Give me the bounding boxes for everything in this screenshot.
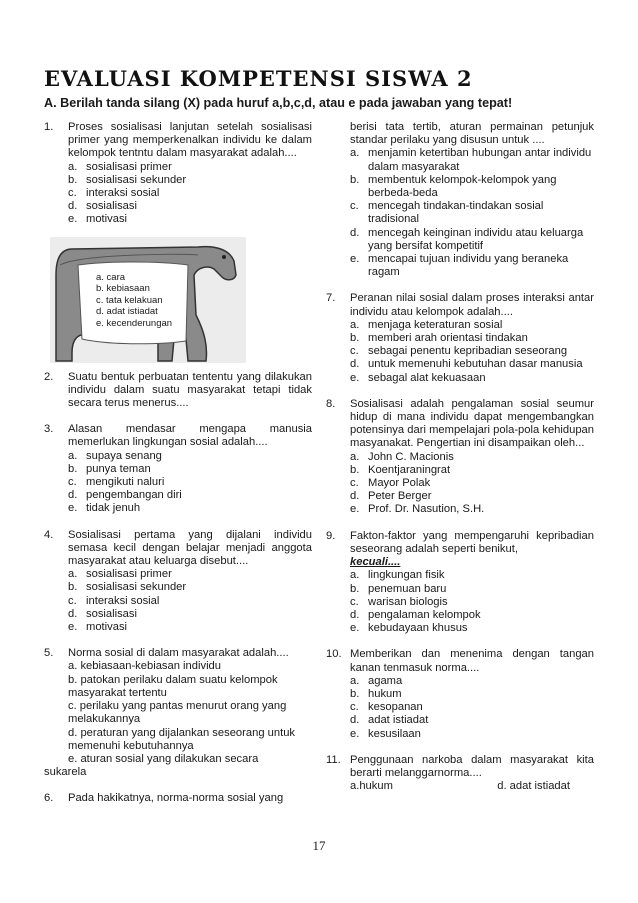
option-letter: c. [350, 200, 359, 213]
figure-label: c. tata kelakuan [96, 294, 163, 306]
option-letter: b. [68, 173, 78, 186]
option-letter: b. [68, 462, 78, 475]
option-letter: d. [68, 489, 78, 502]
question-5 [44, 647, 312, 766]
option-a[interactable] [68, 161, 312, 174]
kecuali-emphasis: kecuali.... [350, 556, 401, 569]
option-b[interactable] [68, 463, 312, 476]
option-text: sosialisasi sekunder [86, 581, 187, 594]
option-letter: c. [350, 701, 359, 714]
option-text: sosialisasi sekunder [86, 173, 187, 186]
option-d[interactable] [350, 358, 594, 371]
option-c[interactable] [350, 477, 594, 490]
question-9 [326, 530, 594, 636]
option-text: memberi arah orientasi tindakan [368, 332, 528, 345]
option-text: kesopanan [368, 701, 423, 714]
option-letter: e. [68, 621, 78, 634]
option-letter: b. [350, 173, 360, 186]
question-2 [44, 371, 312, 411]
option-text: mencegah keinginan individu atau keluarga yang bersifat kompetitif [368, 226, 584, 252]
option-b[interactable] [68, 581, 312, 594]
option-text: menjaga keteraturan sosial [368, 318, 503, 331]
option-a[interactable] [68, 450, 312, 463]
option-text: sosialisasi primer [86, 568, 172, 581]
option-c[interactable] [350, 701, 594, 714]
option-letter: b. [350, 582, 360, 595]
option-b[interactable] [350, 688, 594, 701]
instruction: A. Berilah tanda silang (X) pada huruf a,b,c,d, atau e pada jawaban yang tepat! [44, 96, 513, 110]
option-c[interactable] [68, 187, 312, 200]
option-letter: a. [350, 450, 360, 463]
option-d[interactable]: d. peraturan yang dijalankan seseorang untuk memenuhi kebutuhannya [68, 726, 296, 752]
question-8 [326, 398, 594, 517]
option-letter: d. [350, 608, 360, 621]
question-text: Alasan mendasar mengapa manusia memerlukan lingkungan sosial adalah.... [68, 423, 312, 449]
question-text: Sosialisasi pertama yang dijalani individu semasa kecil dengan belajar menjadi anggota masyarakat atau keluarga disebut.... [68, 528, 312, 568]
left-column [44, 121, 312, 806]
option-letter: e. [350, 503, 360, 516]
option-letter: b. [68, 581, 78, 594]
option-e[interactable] [350, 503, 594, 516]
option-e[interactable] [350, 622, 594, 635]
option-c[interactable] [350, 596, 594, 609]
option-letter: a. [68, 568, 78, 581]
option-text: interaksi sosial [86, 187, 160, 200]
option-a[interactable] [350, 451, 594, 464]
option-letter: d. [350, 226, 360, 239]
option-letter: c. [350, 595, 359, 608]
question-text: Proses sosialisasi lanjutan setelah sosialisasi primer yang memperkenalkan individu ke dalam kelompok tentntu dalam masyarakat adalah.... [68, 121, 312, 160]
option-letter: d. [350, 358, 360, 371]
option-c[interactable] [68, 476, 312, 489]
option-text: penemuan baru [368, 582, 447, 595]
option-letter: e. [68, 502, 78, 515]
option-text: supaya senang [86, 449, 162, 462]
option-text: motivasi [86, 213, 128, 226]
option-text: sebagal alat kekuasaan [368, 371, 486, 384]
option-d[interactable]: d. adat istiadat [497, 780, 570, 793]
option-text: sebagai penentu kepribadian seseorang [368, 345, 568, 358]
option-letter: d. [68, 607, 78, 620]
option-c[interactable] [350, 200, 594, 226]
option-a[interactable] [350, 147, 594, 173]
question-11 [326, 754, 594, 794]
question-7 [326, 292, 594, 384]
option-text: Koentjaraningrat [368, 463, 451, 476]
option-row [350, 780, 594, 793]
option-letter: a. [350, 674, 360, 687]
question-4 [44, 529, 312, 635]
option-text: untuk memenuhi kebutuhan dasar manusia [368, 358, 583, 371]
option-d[interactable] [350, 714, 594, 727]
figure-label: b. kebiasaan [96, 283, 150, 295]
option-text: mencegah tindakan-tindakan sosial tradisional [368, 200, 544, 226]
question-text: Penggunaan narkoba dalam masyarakat kita berarti melanggarnorma.... [350, 753, 594, 779]
question-number: 2. [44, 370, 54, 383]
option-text: punya teman [86, 462, 151, 475]
question-number: 8. [326, 397, 336, 410]
question-number: 11. [326, 753, 341, 766]
figure-label: a. cara [96, 271, 126, 283]
option-letter: c. [68, 476, 77, 489]
option-letter: c. [68, 187, 77, 200]
option-letter: a. [68, 449, 78, 462]
page-number: 17 [312, 838, 326, 853]
option-text: menjamin ketertiban hubungan antar individu dalam masyarakat [368, 147, 592, 173]
option-d[interactable] [68, 200, 312, 213]
question-1 [44, 121, 312, 227]
question-number: 9. [326, 529, 336, 542]
option-e[interactable] [68, 213, 312, 226]
question-text: Norma sosial di dalam masyarakat adalah.... [68, 647, 289, 660]
option-b[interactable] [350, 583, 594, 596]
question-number: 6. [44, 792, 54, 805]
option-b[interactable] [350, 332, 594, 345]
option-text: mengikuti naluri [86, 476, 165, 489]
question-text: Memberikan dan menenima dengan tangan kanan tenmasuk norma.... [350, 648, 594, 674]
option-b[interactable] [350, 464, 594, 477]
question-number: 5. [44, 647, 54, 660]
option-text: John C. Macionis [368, 450, 454, 463]
option-a[interactable] [68, 568, 312, 581]
option-text: sosialisasi [86, 607, 137, 620]
option-b[interactable]: b. patokan perilaku dalam suatu kelompok masyarakat tertentu [68, 673, 278, 699]
option-letter: a. [68, 160, 78, 173]
option-e[interactable] [68, 502, 312, 515]
option-text: agama [368, 674, 403, 687]
option-a[interactable] [350, 319, 594, 332]
page-title: EVALUASI KOMPETENSI SISWA 2 [44, 66, 473, 91]
option-letter: e. [68, 213, 78, 226]
option-letter: d. [68, 200, 78, 213]
figure-labels [96, 272, 172, 330]
option-text: membentuk kelompok-kelompok yang berbeda-beda [368, 173, 557, 200]
option-letter: e. [350, 371, 360, 384]
question-text: Suatu bentuk perbuatan tententu yang dilakukan individu dalam suatu masyarakat tetapi tidak secara terus menerus.... [68, 370, 312, 410]
option-e[interactable] [68, 621, 312, 634]
option-letter: a. [350, 147, 360, 160]
option-text: mencapai tujuan individu yang beraneka ragam [368, 253, 569, 279]
option-d[interactable] [350, 490, 594, 503]
option-e[interactable] [350, 253, 594, 279]
option-text: kesusilaan [368, 727, 421, 740]
option-letter: b. [350, 687, 360, 700]
dinosaur-illustration [48, 235, 248, 365]
option-a[interactable]: a. kebiasaan-kebiasan individu [68, 660, 221, 673]
option-text: interaksi sosial [86, 594, 160, 607]
option-c[interactable]: c. perilaku yang pantas menurut orang yang melakukannya [68, 700, 287, 726]
option-e[interactable] [350, 372, 594, 385]
option-letter: c. [350, 477, 359, 490]
option-text: Peter Berger [368, 490, 432, 503]
option-c[interactable] [350, 345, 594, 358]
option-letter: d. [350, 490, 360, 503]
option-text: sosialisasi [86, 200, 137, 213]
option-d[interactable] [350, 609, 594, 622]
option-letter: c. [68, 594, 77, 607]
option-e[interactable] [350, 728, 594, 741]
option-b[interactable] [350, 174, 594, 200]
question-number: 3. [44, 423, 54, 436]
option-text: kebudayaan khusus [368, 622, 468, 635]
question-text: Fakton-faktor yang mempengaruhi kepribadian seseorang adalah seperti benikut, [350, 529, 594, 555]
question-number: 1. [44, 121, 54, 133]
option-letter: c. [350, 345, 359, 358]
option-e[interactable]: e. aturan sosial yang dilakukan secara [68, 752, 259, 765]
option-letter: a. [350, 318, 360, 331]
option-text: warisan biologis [368, 595, 448, 608]
option-text: motivasi [86, 621, 128, 634]
figure-label: e. kecenderungan [96, 317, 173, 329]
question-text: Pada hakikatnya, norma-norma sosial yang [68, 792, 284, 805]
option-letter: e. [350, 622, 360, 635]
option-letter: e. [350, 253, 360, 266]
option-text: pengalaman kelompok [368, 608, 481, 621]
option-text: Mayor Polak [368, 477, 431, 490]
option-d[interactable] [68, 608, 312, 621]
option-text: Prof. Dr. Nasution, S.H. [368, 503, 485, 516]
option-text: lingkungan fisik [368, 569, 445, 582]
question-text: berisi tata tertib, aturan permainan petunjuk standar perilaku yang disusun untuk .... [350, 121, 594, 147]
option-letter: b. [350, 463, 360, 476]
option-e-continued: sukarela [44, 766, 87, 779]
option-letter: a. [350, 569, 360, 582]
option-text: tidak jenuh [86, 502, 141, 515]
option-c[interactable] [68, 595, 312, 608]
question-text: Sosialisasi adalah pengalaman sosial seumur hidup di mana individu dapat mengembangkan potensinya dari mempelajari pola-pola kehidupan masyanakat. Pengertian ini disampaikan oleh... [350, 397, 594, 450]
option-a[interactable]: a.hukum [350, 780, 393, 793]
question-text: Peranan nilai sosial dalam proses interaksi antar individu atau kelompok adalah.... [350, 292, 594, 318]
option-d[interactable] [350, 227, 594, 253]
question-number: 10. [326, 648, 342, 661]
right-column [326, 121, 594, 793]
option-letter: e. [350, 727, 360, 740]
option-b[interactable] [68, 174, 312, 187]
option-text: hukum [368, 687, 402, 700]
option-letter: d. [350, 714, 360, 727]
option-text: sosialisasi primer [86, 160, 172, 173]
question-10 [326, 648, 594, 740]
question-6 [44, 792, 312, 805]
option-text: adat istiadat [368, 714, 429, 727]
question-number: 7. [326, 292, 336, 305]
option-letter: b. [350, 332, 360, 345]
option-d[interactable] [68, 489, 312, 502]
question-number: 4. [44, 528, 54, 541]
option-text: pengembangan diri [86, 489, 182, 502]
option-a[interactable] [350, 569, 594, 582]
option-a[interactable] [350, 675, 594, 688]
figure-label: d. adat istiadat [96, 306, 158, 318]
question-6-continued [326, 121, 594, 279]
question-3 [44, 423, 312, 515]
